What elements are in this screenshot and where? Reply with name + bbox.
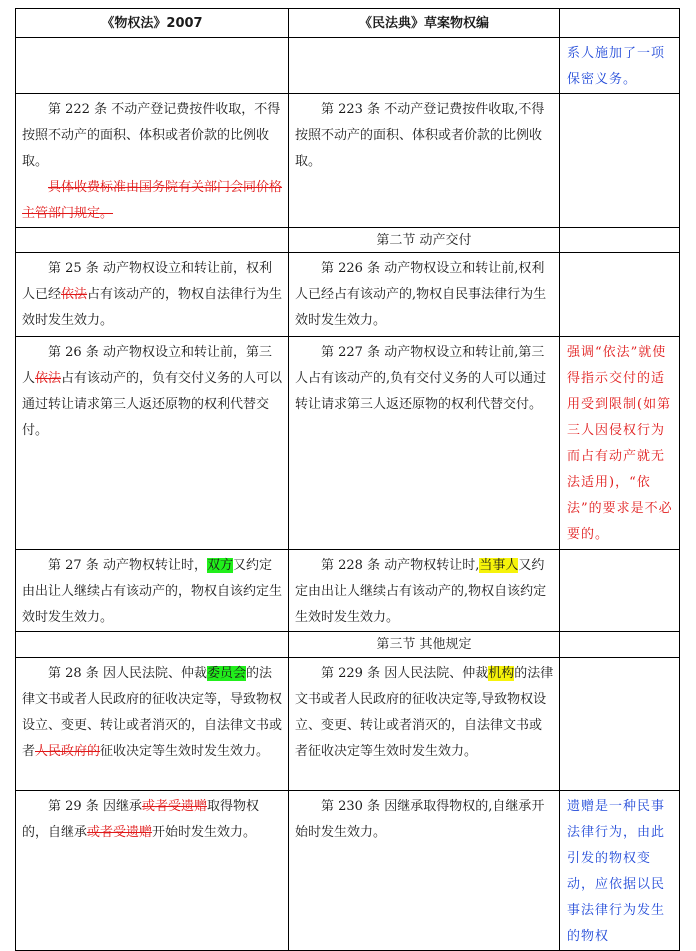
table-row [16,658,680,791]
deleted-text: 具体收费标准由国务院有关部门会同价格主管部门规定。 [22,180,283,221]
section-title: 第二节 动产交付 [289,228,560,253]
section-row [16,228,680,253]
new-article-230: 第 230 条 因继承取得物权的,自继承开始时发生效力。 [289,791,560,951]
table-row [16,791,680,951]
section-title: 第三节 其他规定 [289,632,560,658]
old-article-29: 第 29 条 因继承或者受遗赠取得物权的，自继承或者受遗赠开始时发生效力。 [16,791,289,951]
old-article-222: 第 222 条 不动产登记费按件收取，不得按照不动产的面积、体积或者价款的比例收取。 具体收费标准由国务院有关部门会同价格主管部门规定。 [16,94,289,228]
deleted-text: 依法 [35,371,62,386]
old-article-28: 第 28 条 因人民法院、仲裁委员会的法律文书或者人民政府的征收决定等，导致物权设立、变更、转让或者消灭的，自法律文书或者人民政府的征收决定等生效时发生效力。 [16,658,289,791]
section-row [16,632,680,658]
table-row [16,253,680,337]
law-comparison-table [15,8,680,951]
header-col1: 《物权法》2007 [16,9,289,38]
header-col3 [560,9,680,38]
new-article-229: 第 229 条 因人民法院、仲裁机构的法律文书或者人民政府的征收决定等,导致物权设立、变更、转让或者消灭的，自法律文书或者征收决定等生效时发生效力。 [289,658,560,791]
deleted-text: 依法 [61,287,88,302]
old-article-27: 第 27 条 动产物权转让时，双方又约定由出让人继续占有该动产的，物权自该约定生效时发生效力。 [16,550,289,632]
table-row [16,550,680,632]
new-article-227: 第 227 条 动产物权设立和转让前,第三人占有该动产的,负有交付义务的人可以通过转让请求第三人返还原物的权利代替交付。 [289,337,560,550]
table-row [16,94,680,228]
deleted-text: 或者受遗赠 [87,825,153,840]
deleted-text: 人民政府的 [35,744,101,759]
table-row [16,337,680,550]
new-article-226: 第 226 条 动产物权设立和转让前,权利人已经占有该动产的,物权自民事法律行为生效时发生效力。 [289,253,560,337]
note-cell: 遗赠是一种民事法律行为，由此引发的物权变动，应依据以民事法律行为发生的物权 [560,791,680,951]
new-article-228: 第 228 条 动产物权转让时,当事人又约定由出让人继续占有该动产的,物权自该约定生效时发生效力。 [289,550,560,632]
header-row [16,9,680,38]
highlighted-text: 当事人 [479,558,519,573]
deleted-text: 或者受遗赠 [141,799,207,814]
highlighted-text: 委员会 [206,666,246,681]
note-cell: 系人施加了一项保密义务。 [560,38,680,94]
highlighted-text: 双方 [206,558,233,573]
highlighted-text: 机构 [488,666,515,681]
old-article-26: 第 26 条 动产物权设立和转让前，第三人依法占有该动产的，负有交付义务的人可以通过转让请求第三人返还原物的权利代替交付。 [16,337,289,550]
table-row [16,38,680,94]
old-article-25: 第 25 条 动产物权设立和转让前，权利人已经依法占有该动产的，物权自法律行为生效时发生效力。 [16,253,289,337]
header-col2: 《民法典》草案物权编 [289,9,560,38]
note-cell: 强调“依法”就使得指示交付的适用受到限制(如第三人因侵权行为而占有动产就无法适用)，“依法”的要求是不必要的。 [560,337,680,550]
new-article-223: 第 223 条 不动产登记费按件收取,不得按照不动产的面积、体积或者价款的比例收取。 [289,94,560,228]
